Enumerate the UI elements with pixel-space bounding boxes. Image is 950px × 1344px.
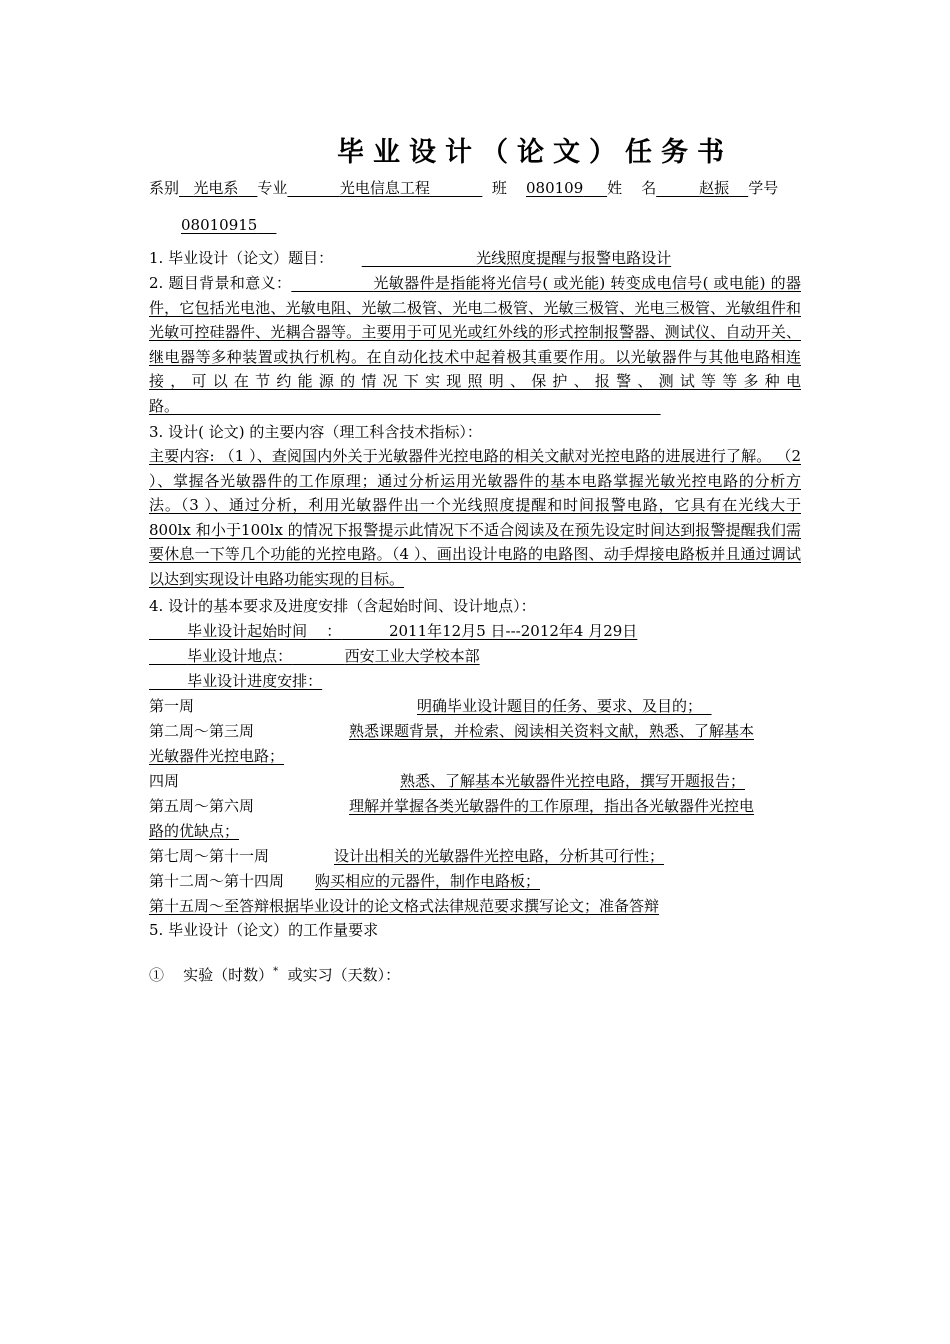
class-label: 班 bbox=[491, 179, 507, 197]
schedule-row bbox=[149, 721, 754, 741]
schedule-task: 设计出相关的光敏器件光控电路，分析其可行性； bbox=[334, 847, 665, 865]
section-3-text: 主要内容: （1 ）、查阅国内外关于光敏器件光控电路的相关文献对光控电路的进展进行了解。 （2 ）、掌握各光敏器件的工作原理；通过分析运用光敏器件的基本电路掌握光敏光控电路的分析方法。（3 ）、通过分析，利用光敏器件出一个光线照度提醒和时间报警电路，它具有在光线大于800lx 和小于100lx 的情况下报警提示此情况下不适合阅读及在预先设定时间达到报警提醒我们需要休息一下等几个功能的光控电路。（4 ）、画出设计电路的电路图、动手焊接电路板并且通过调试以达到实现设计电路功能实现的目标。 bbox=[149, 447, 801, 588]
schedule-task: 熟悉课题背景，并检索、阅读相关资料文献，熟悉、了解基本 bbox=[349, 722, 755, 740]
schedule-week: 第一周 bbox=[149, 697, 195, 715]
section-3-paragraph bbox=[149, 444, 801, 591]
progress-label-row bbox=[149, 671, 322, 691]
schedule-row-text bbox=[149, 697, 712, 715]
section-3-label: 3. 设计( 论文) 的主要内容（理工科含技术指标）： bbox=[149, 423, 482, 441]
section-5-label: 5. 毕业设计（论文）的工作量要求 bbox=[149, 921, 379, 939]
dept-label: 系别 bbox=[149, 179, 180, 197]
section-2-text: 光敏器件是指能将光信号( 或光能) 转变成电信号( 或电能) 的器件，它包括光电池、光敏电阻、光敏二极管、光电二极管、光敏三极管、光电三极管、光敏组件和光敏可控硅器件、光耦合器等。主要用于可见光或红外线的形式控制报警器、测试仪、自动开关、继电器等多种装置或执行机构。在自动化技术中起着极其重要作用。以光敏器件与其他电路相连接，可以在节约能源的情况下实现照明、保护、报警、测试等等多种电路。 bbox=[149, 274, 801, 415]
schedule-task: 熟悉、了解基本光敏器件光控电路，撰写开题报告； bbox=[400, 772, 746, 790]
schedule-row bbox=[149, 896, 659, 916]
document-title: 毕业设计（论文）任务书 bbox=[337, 137, 733, 168]
name-label: 姓 bbox=[607, 179, 623, 197]
workload-item-text-2: 或实习（天数）： bbox=[287, 966, 401, 984]
schedule-task: 理解并掌握各类光敏器件的工作原理，指出各光敏器件光控电 bbox=[349, 797, 755, 815]
section-4-label: 4. 设计的基本要求及进度安排（含起始时间、设计地点）： bbox=[149, 597, 536, 615]
section-1-label: 1. 毕业设计（论文）题目： bbox=[149, 249, 334, 267]
schedule-row-text bbox=[149, 847, 664, 865]
schedule-week: 第十五周～至答辩 bbox=[149, 897, 270, 915]
schedule-row-continued bbox=[149, 746, 284, 766]
schedule-row bbox=[149, 846, 664, 866]
major-value: 光电信息工程 bbox=[339, 179, 430, 197]
workload-item bbox=[149, 962, 400, 985]
place-row bbox=[149, 646, 480, 666]
schedule-task-continued: 路的优缺点； bbox=[149, 822, 240, 840]
id-value: 08010915 bbox=[181, 216, 258, 234]
name-label-2: 名 bbox=[641, 179, 657, 197]
name-value: 赵振 bbox=[699, 179, 730, 197]
schedule-row bbox=[149, 796, 754, 816]
progress-label-text bbox=[149, 672, 322, 690]
header-info-row bbox=[149, 178, 778, 198]
schedule-week: 第十二周～第十四周 bbox=[149, 872, 285, 890]
place-value: 西安工业大学校本部 bbox=[344, 647, 480, 665]
schedule-task: 根据毕业设计的论文格式法律规范要求撰写论文；准备答辩 bbox=[269, 897, 660, 915]
progress-label: 毕业设计进度安排： bbox=[187, 672, 323, 690]
schedule-row-continued bbox=[149, 821, 239, 841]
schedule-week: 第二周～第三周 bbox=[149, 722, 255, 740]
section-1-title-row bbox=[149, 248, 671, 268]
schedule-row-text bbox=[149, 772, 745, 790]
id-label: 学号 bbox=[748, 179, 779, 197]
place-text bbox=[149, 647, 480, 665]
schedule-row bbox=[149, 871, 540, 891]
section-1-value: 光线照度提醒与报警电路设计 bbox=[476, 249, 672, 267]
start-time-colon: ： bbox=[326, 622, 342, 640]
workload-item-text-1: 实验（时数） bbox=[183, 966, 274, 984]
start-time-label: 毕业设计起始时间 bbox=[187, 622, 308, 640]
schedule-week: 四周 bbox=[149, 772, 180, 790]
dept-value: 光电系 bbox=[193, 179, 239, 197]
major-label: 专业 bbox=[257, 179, 288, 197]
workload-item-number: ① bbox=[149, 966, 165, 984]
section-2-label: 2. 题目背景和意义： bbox=[149, 274, 292, 292]
place-label: 毕业设计地点： bbox=[187, 647, 293, 665]
start-time-row bbox=[149, 621, 637, 641]
schedule-week: 第五周～第六周 bbox=[149, 797, 255, 815]
schedule-task: 购买相应的元器件，制作电路板； bbox=[315, 872, 541, 890]
schedule-task: 明确毕业设计题目的任务、要求、及目的； bbox=[417, 697, 703, 715]
schedule-row-text bbox=[149, 722, 754, 740]
start-time-value: 2011年12月5 日---2012年4 月29日 bbox=[388, 622, 638, 640]
schedule-task-continued: 光敏器件光控电路； bbox=[149, 747, 285, 765]
start-time-text bbox=[149, 622, 637, 640]
schedule-row-text bbox=[149, 872, 540, 890]
class-value: 080109 bbox=[526, 179, 584, 197]
workload-item-star: * bbox=[273, 966, 279, 977]
schedule-week: 第七周～第十一周 bbox=[149, 847, 270, 865]
schedule-row-text bbox=[149, 797, 754, 815]
schedule-row-text bbox=[149, 897, 659, 915]
section-2-paragraph bbox=[149, 271, 801, 418]
schedule-row bbox=[149, 696, 712, 716]
schedule-row bbox=[149, 771, 745, 791]
student-id-row bbox=[181, 215, 276, 235]
